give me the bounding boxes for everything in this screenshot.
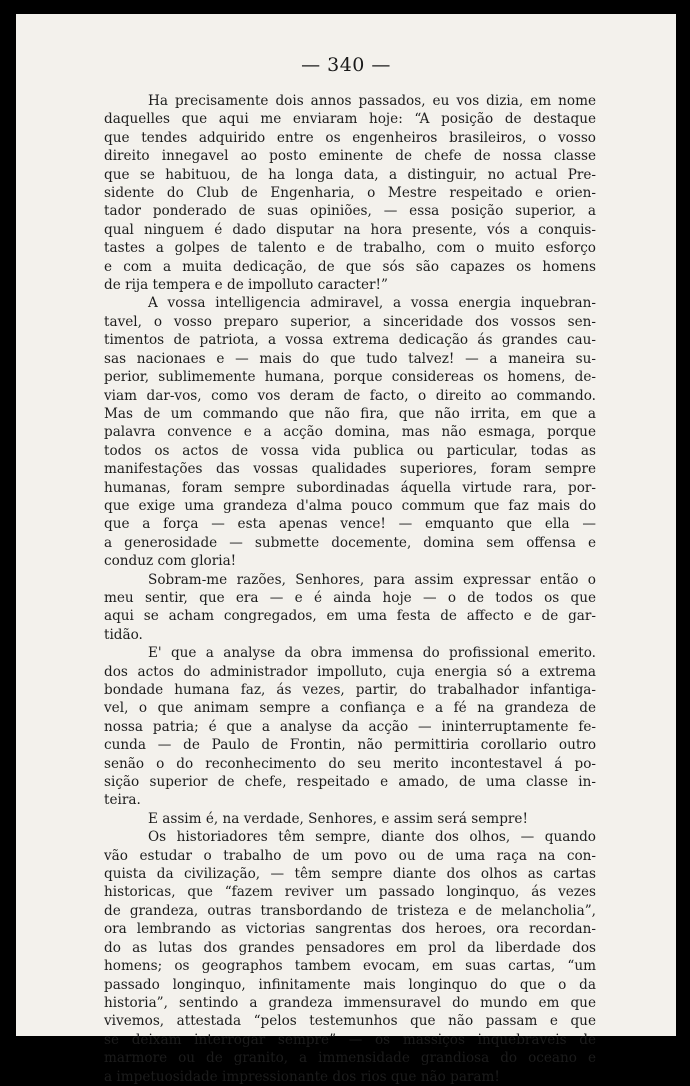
text-line: E assim é, na verdade, Senhores, e assim será sempre! — [148, 810, 528, 827]
text-line: vivemos, attestada “pelos testemunhos que não passam e que — [104, 1013, 596, 1030]
page-number: — 340 — — [301, 54, 391, 76]
text-line: historia”, sentindo a grandeza immensuravel do mundo em que — [104, 994, 596, 1011]
text-line: bondade humana faz, ás vezes, partir, do trabalhador infantiga- — [104, 682, 596, 698]
text-line: marmore ou de granito, a immensidade grandiosa do oceano e — [104, 1050, 596, 1067]
text-line: todos os actos de vossa vida publica ou particular, todas as — [104, 442, 596, 459]
paragraph — [104, 294, 596, 570]
text-line: homens; os geographos tambem evocam, em suas cartas, “um — [104, 958, 596, 975]
paragraph — [104, 92, 596, 294]
document-page — [16, 14, 676, 1085]
text-line: conduz com gloria! — [104, 553, 237, 570]
text-line: palavra convence e a acção domina, mas não esmaga, porque — [104, 424, 596, 441]
paragraph — [104, 571, 596, 645]
text-line: meu sentir, que era — e é ainda hoje — o de todos os que — [104, 589, 596, 606]
paragraph — [104, 810, 596, 828]
text-line: tavel, o vosso preparo superior, a sinceridade dos vossos sen- — [104, 313, 596, 330]
text-line: dos actos do administrador impolluto, cuja energia só a extrema — [104, 663, 596, 680]
text-line: a generosidade — submette docemente, domina sem offensa e — [104, 534, 596, 551]
text-line: passado longinquo, infinitamente mais longinquo do que o da — [104, 976, 596, 993]
text-line: teira. — [104, 792, 141, 809]
text-line: tidão. — [104, 626, 143, 643]
text-line: que se habituou, de ha longa data, a distinguir, no actual Pre- — [104, 166, 596, 183]
text-line: sidente do Club de Engenharia, o Mestre respeitado e orien- — [104, 185, 596, 202]
body-text — [104, 92, 596, 1086]
text-line: vel, o que animam sempre a confiança e a fé na grandeza de — [104, 700, 596, 717]
text-line: manifestações das vossas qualidades superiores, foram sempre — [104, 461, 596, 478]
text-line: Sobram-me razões, Senhores, para assim expressar então o — [148, 571, 596, 588]
text-line: ora lembrando as victorias sangrentas dos heroes, ora recordan- — [104, 921, 596, 938]
text-line: de rija tempera e de impolluto caracter!” — [104, 277, 388, 294]
text-line: tador ponderado de suas opiniões, — essa posição superior, a — [104, 203, 596, 220]
text-line: sição superior de chefe, respeitado e amado, de uma classe in- — [104, 774, 596, 791]
text-line: senão o do reconhecimento do seu merito incontestavel á po- — [104, 755, 596, 772]
text-line: direito innegavel ao posto eminente de chefe de nossa classe — [104, 148, 596, 165]
text-line: viam dar-vos, como vos deram de facto, o direito ao commando. — [104, 387, 596, 404]
text-line: que a força — esta apenas vence! — emquanto que ella — — [104, 516, 596, 533]
text-line: historicas, que “fazem reviver um passado longinquo, ás vezes — [104, 884, 596, 901]
text-line: tastes a golpes de talento e de trabalho, com o muito esforço — [104, 240, 596, 257]
text-line: e com a muita dedicação, de que sós são capazes os homens — [104, 258, 596, 275]
text-line: nossa patria; é que a analyse da acção — ininterruptamente fe- — [104, 718, 596, 735]
text-line: de grandeza, outras transbordando de tristeza e de melancholia”, — [104, 902, 596, 919]
text-line: daquelles que aqui me enviaram hoje: “A posição de destaque — [104, 111, 596, 128]
text-line: que exige uma grandeza d'alma pouco commum que faz mais do — [104, 497, 596, 514]
text-line: Os historiadores têm sempre, diante dos olhos, — quando — [148, 829, 596, 846]
paragraph — [104, 644, 596, 810]
text-line: perior, sublimemente humana, porque considereas os homens, de- — [104, 369, 596, 386]
text-line: a impetuosidade impressionante dos rios que não param! — [104, 1068, 500, 1085]
text-line: A vossa intelligencia admiravel, a vossa energia inquebran- — [148, 295, 596, 312]
paragraph — [104, 828, 596, 1086]
text-line: quista da civilização, — têm sempre diante dos olhos as cartas — [104, 866, 596, 883]
text-line: qual ninguem é dado disputar na hora presente, vós a conquis- — [104, 221, 596, 238]
text-line: timentos de patriota, a vossa extrema dedicação ás grandes cau- — [104, 332, 596, 349]
text-line: se deixam interrogar sempre” — os massiços inquebraveis de — [104, 1031, 596, 1048]
text-line: que tendes adquirido entre os engenheiros brasileiros, o vosso — [104, 129, 596, 146]
text-line: Mas de um commando que não fira, que não irrita, em que a — [104, 405, 596, 422]
text-line: humanas, foram sempre subordinadas áquella virtude rara, por- — [104, 479, 596, 496]
text-line: cunda — de Paulo de Frontin, não permittiria corollario outro — [104, 737, 596, 754]
text-line: Ha precisamente dois annos passados, eu vos dizia, em nome — [148, 93, 596, 109]
text-line: aqui se acham congregados, em uma festa de affecto e de gar- — [104, 608, 596, 625]
text-line: E' que a analyse da obra immensa do profissional emerito. — [148, 645, 596, 662]
text-line: sas nacionaes e — mais do que tudo talvez! — a maneira su- — [104, 350, 596, 367]
text-line: vão estudar o trabalho de um povo ou de uma raça na con- — [104, 847, 596, 864]
text-line: do as lutas dos grandes pensadores em prol da liberdade dos — [104, 939, 596, 956]
